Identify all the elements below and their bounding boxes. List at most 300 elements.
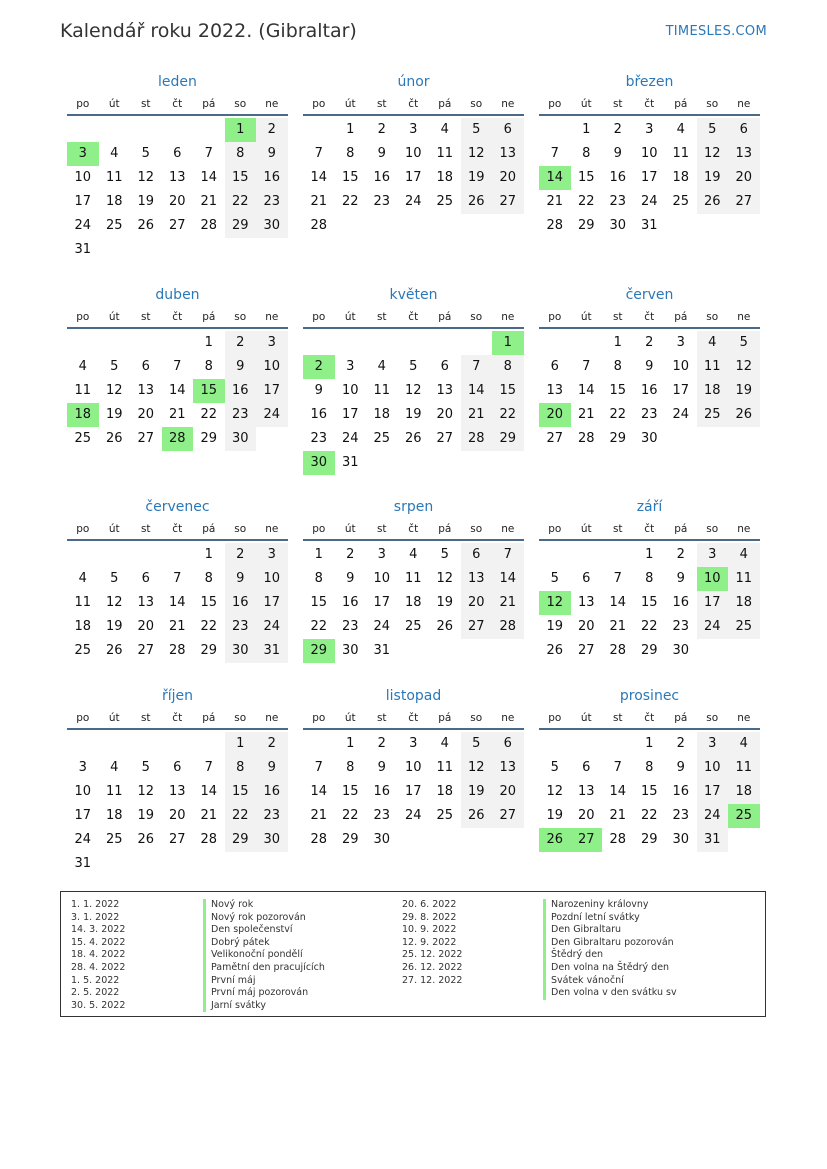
day-cell: 3: [697, 732, 729, 756]
day-cell: 16: [310, 407, 328, 422]
day-cell: 30: [341, 643, 359, 658]
weekday-label: pá: [438, 712, 452, 724]
day-cell: 20: [436, 407, 454, 422]
weekday-label: po: [312, 311, 326, 323]
day-cell: 27: [728, 190, 760, 214]
weekday-header: [67, 519, 288, 541]
month-block: [303, 72, 524, 238]
month-block: [303, 686, 524, 852]
day-cell: 11: [373, 383, 391, 398]
legend-date: 3. 1. 2022: [71, 911, 120, 923]
day-cell: 26: [697, 190, 729, 214]
empty-cell: [99, 331, 131, 355]
day-cell: 26: [436, 619, 454, 634]
day-cell: 31: [373, 643, 391, 658]
holiday-day-cell: 20: [539, 403, 571, 427]
day-cell: 19: [137, 808, 155, 823]
weekday-label: čt: [172, 311, 183, 323]
legend-holiday-name: Štědrý den: [543, 949, 677, 962]
weekday-label: pá: [674, 311, 688, 323]
weekday-header: [303, 307, 524, 329]
day-cell: 10: [640, 146, 658, 161]
day-cell: 24: [341, 431, 359, 446]
day-cell: 21: [168, 619, 186, 634]
day-cell: 27: [168, 218, 186, 233]
day-cell: 8: [613, 359, 622, 374]
day-cell: 18: [74, 619, 92, 634]
weekday-label: ne: [501, 523, 515, 535]
day-cell: 13: [137, 383, 155, 398]
day-cell: 1: [314, 547, 323, 562]
day-cell: 2: [377, 122, 386, 137]
weekday-header: [539, 94, 760, 116]
day-cell: 29: [640, 643, 658, 658]
day-cell: 6: [141, 359, 150, 374]
day-cell: 24: [256, 403, 288, 427]
day-cell: 8: [204, 571, 213, 586]
weekday-label: so: [706, 98, 719, 110]
day-cell: 11: [74, 383, 92, 398]
day-cell: 15: [609, 383, 627, 398]
day-cell: 23: [341, 619, 359, 634]
day-cell: 8: [346, 760, 355, 775]
legend-date: 14. 3. 2022: [71, 924, 126, 936]
legend-holiday-name: První máj: [203, 975, 325, 988]
empty-cell: [162, 732, 194, 756]
day-cell: 6: [582, 760, 591, 775]
weekday-label: po: [548, 712, 562, 724]
day-cell: 18: [697, 379, 729, 403]
weekday-label: pá: [202, 311, 216, 323]
weekday-label: st: [376, 98, 387, 110]
day-cell: 16: [609, 170, 627, 185]
day-cell: 22: [492, 403, 524, 427]
day-cell: 19: [105, 407, 123, 422]
day-cell: 2: [225, 543, 257, 567]
weekday-label: čt: [644, 523, 655, 535]
day-cell: 14: [200, 170, 218, 185]
day-cell: 27: [492, 190, 524, 214]
empty-cell: [539, 118, 571, 142]
day-cell: 28: [461, 427, 493, 451]
day-cell: 13: [168, 170, 186, 185]
weekday-label: pá: [674, 98, 688, 110]
day-cell: 7: [613, 571, 622, 586]
day-cell: 3: [256, 543, 288, 567]
weekday-label: út: [580, 712, 592, 724]
day-cell: 6: [141, 571, 150, 586]
month-block: [67, 497, 288, 663]
legend-holiday-name: Den volna v den svátku sv: [543, 987, 677, 1000]
empty-cell: [303, 331, 335, 355]
day-cell: 28: [609, 832, 627, 847]
day-cell: 10: [256, 355, 288, 379]
weekday-label: ne: [737, 523, 751, 535]
day-cell: 19: [546, 808, 564, 823]
day-cell: 18: [436, 170, 454, 185]
month-name: červenec: [145, 499, 210, 515]
day-cell: 17: [74, 808, 92, 823]
weekday-label: st: [140, 523, 151, 535]
day-cell: 26: [404, 431, 422, 446]
legend-date: 29. 8. 2022: [402, 911, 457, 923]
weekday-label: so: [706, 311, 719, 323]
day-cell: 28: [609, 643, 627, 658]
empty-cell: [461, 331, 493, 355]
month-name: srpen: [393, 499, 434, 515]
day-cell: 15: [341, 170, 359, 185]
weekday-header: [303, 94, 524, 116]
day-cell: 1: [645, 547, 654, 562]
legend-holiday-name: Den Gibraltaru: [543, 924, 677, 937]
weekday-header: [539, 519, 760, 541]
brand-link[interactable]: TIMESLES.COM: [665, 24, 767, 39]
day-cell: 10: [672, 359, 690, 374]
day-cell: 6: [728, 118, 760, 142]
empty-cell: [130, 543, 162, 567]
weekday-label: po: [76, 523, 90, 535]
day-cell: 13: [137, 595, 155, 610]
holiday-day-cell: 18: [67, 403, 99, 427]
month-block: [67, 285, 288, 451]
legend-date: 2. 5. 2022: [71, 987, 120, 999]
day-cell: 5: [550, 760, 559, 775]
holiday-day-cell: 26: [539, 828, 571, 852]
day-cell: 1: [204, 547, 213, 562]
day-cell: 12: [546, 784, 564, 799]
holiday-legend: [60, 891, 766, 1017]
day-cell: 23: [672, 808, 690, 823]
day-cell: 17: [373, 595, 391, 610]
weekday-label: čt: [644, 712, 655, 724]
legend-holiday-name: Nový rok pozorován: [203, 912, 325, 925]
day-grid: [539, 732, 760, 852]
day-cell: 14: [168, 595, 186, 610]
empty-cell: [130, 331, 162, 355]
day-cell: 10: [74, 784, 92, 799]
holiday-day-cell: 14: [539, 166, 571, 190]
month-block: [67, 72, 288, 262]
day-cell: 9: [225, 567, 257, 591]
day-cell: 3: [377, 547, 386, 562]
empty-cell: [67, 732, 99, 756]
day-cell: 26: [461, 804, 493, 828]
day-cell: 28: [200, 218, 218, 233]
day-cell: 21: [461, 403, 493, 427]
day-cell: 11: [436, 760, 454, 775]
day-cell: 9: [676, 760, 685, 775]
day-cell: 28: [200, 832, 218, 847]
day-cell: 4: [440, 122, 449, 137]
day-cell: 9: [645, 359, 654, 374]
weekday-label: st: [376, 523, 387, 535]
day-cell: 21: [546, 194, 564, 209]
day-cell: 11: [105, 784, 123, 799]
day-cell: 20: [137, 619, 155, 634]
page-title: Kalendář roku 2022. (Gibraltar): [60, 20, 357, 42]
day-cell: 12: [728, 355, 760, 379]
weekday-label: st: [612, 311, 623, 323]
day-cell: 29: [225, 828, 257, 852]
day-cell: 11: [436, 146, 454, 161]
day-cell: 13: [461, 567, 493, 591]
weekday-label: st: [140, 712, 151, 724]
day-cell: 24: [404, 808, 422, 823]
day-cell: 25: [697, 403, 729, 427]
day-cell: 4: [78, 359, 87, 374]
weekday-label: ne: [737, 98, 751, 110]
weekday-label: ne: [265, 712, 279, 724]
day-cell: 18: [672, 170, 690, 185]
legend-holiday-name: Den volna na Štědrý den: [543, 962, 677, 975]
holiday-day-cell: 27: [571, 828, 603, 852]
day-cell: 19: [105, 619, 123, 634]
day-cell: 22: [200, 619, 218, 634]
day-cell: 25: [728, 615, 760, 639]
day-cell: 1: [613, 335, 622, 350]
legend-holiday-name: Narozeniny královny: [543, 899, 677, 912]
day-cell: 23: [310, 431, 328, 446]
legend-date: 28. 4. 2022: [71, 961, 126, 973]
weekday-label: út: [580, 311, 592, 323]
day-cell: 26: [461, 190, 493, 214]
month-name: červen: [625, 287, 674, 303]
day-cell: 16: [640, 383, 658, 398]
day-cell: 5: [110, 571, 119, 586]
day-cell: 22: [640, 808, 658, 823]
day-cell: 21: [168, 407, 186, 422]
day-cell: 7: [492, 543, 524, 567]
day-grid: [303, 732, 524, 852]
day-cell: 15: [225, 780, 257, 804]
empty-cell: [366, 331, 398, 355]
day-cell: 11: [404, 571, 422, 586]
empty-cell: [335, 331, 367, 355]
weekday-label: st: [376, 712, 387, 724]
day-cell: 14: [168, 383, 186, 398]
month-block: [303, 497, 524, 663]
legend-holiday-name: Jarní svátky: [203, 1000, 325, 1013]
day-cell: 20: [492, 780, 524, 804]
empty-cell: [571, 331, 603, 355]
day-cell: 5: [110, 359, 119, 374]
holiday-day-cell: 28: [162, 427, 194, 451]
weekday-label: st: [140, 311, 151, 323]
day-cell: 16: [373, 170, 391, 185]
day-cell: 26: [546, 643, 564, 658]
day-cell: 28: [310, 218, 328, 233]
day-grid: [303, 543, 524, 663]
day-cell: 18: [373, 407, 391, 422]
day-cell: 11: [74, 595, 92, 610]
day-cell: 18: [105, 194, 123, 209]
day-cell: 7: [314, 760, 323, 775]
day-cell: 13: [546, 383, 564, 398]
day-cell: 7: [550, 146, 559, 161]
weekday-label: st: [140, 98, 151, 110]
day-cell: 15: [200, 595, 218, 610]
day-cell: 10: [256, 567, 288, 591]
weekday-label: út: [344, 311, 356, 323]
day-cell: 27: [137, 431, 155, 446]
day-cell: 2: [225, 331, 257, 355]
day-cell: 24: [697, 615, 729, 639]
legend-names-right: [543, 899, 677, 1000]
weekday-label: ne: [265, 311, 279, 323]
month-name: prosinec: [619, 688, 680, 704]
day-cell: 27: [492, 804, 524, 828]
day-cell: 19: [728, 379, 760, 403]
weekday-header: [303, 708, 524, 730]
weekday-label: so: [470, 98, 483, 110]
legend-date: 1. 5. 2022: [71, 974, 120, 986]
day-cell: 20: [492, 166, 524, 190]
weekday-label: út: [344, 98, 356, 110]
legend-dates-right: [402, 899, 462, 1000]
day-cell: 12: [137, 784, 155, 799]
day-cell: 17: [697, 780, 729, 804]
empty-cell: [571, 732, 603, 756]
day-cell: 16: [225, 591, 257, 615]
day-cell: 1: [204, 335, 213, 350]
weekday-label: st: [612, 98, 623, 110]
day-cell: 29: [200, 643, 218, 658]
weekday-header: [539, 708, 760, 730]
weekday-label: po: [76, 311, 90, 323]
day-cell: 8: [314, 571, 323, 586]
legend-holiday-name: Pamětní den pracujících: [203, 962, 325, 975]
day-cell: 5: [728, 331, 760, 355]
legend-date: 27. 12. 2022: [402, 974, 463, 986]
weekday-label: so: [234, 98, 247, 110]
day-cell: 2: [346, 547, 355, 562]
day-cell: 17: [256, 379, 288, 403]
weekday-label: st: [612, 523, 623, 535]
holiday-day-cell: 1: [492, 331, 524, 355]
day-cell: 3: [409, 122, 418, 137]
day-cell: 3: [676, 335, 685, 350]
day-cell: 17: [404, 784, 422, 799]
day-cell: 14: [310, 784, 328, 799]
weekday-label: ne: [265, 523, 279, 535]
day-cell: 10: [404, 760, 422, 775]
day-cell: 24: [404, 194, 422, 209]
month-name: únor: [397, 74, 430, 90]
day-cell: 16: [256, 780, 288, 804]
day-cell: 19: [436, 595, 454, 610]
day-cell: 27: [436, 431, 454, 446]
day-cell: 11: [672, 146, 690, 161]
legend-date: [402, 987, 462, 1000]
day-cell: 24: [256, 615, 288, 639]
weekday-label: út: [108, 712, 120, 724]
day-cell: 7: [204, 760, 213, 775]
weekday-label: pá: [438, 98, 452, 110]
weekday-label: ne: [737, 311, 751, 323]
weekday-label: st: [612, 712, 623, 724]
day-grid: [539, 543, 760, 663]
day-cell: 30: [672, 643, 690, 658]
day-grid: [539, 118, 760, 238]
day-cell: 11: [728, 567, 760, 591]
day-cell: 13: [577, 784, 595, 799]
day-cell: 14: [461, 379, 493, 403]
day-cell: 15: [577, 170, 595, 185]
day-cell: 14: [492, 567, 524, 591]
day-cell: 21: [310, 808, 328, 823]
day-cell: 2: [676, 547, 685, 562]
empty-cell: [99, 118, 131, 142]
day-cell: 28: [546, 218, 564, 233]
day-cell: 6: [173, 760, 182, 775]
weekday-label: po: [76, 98, 90, 110]
day-grid: [67, 331, 288, 451]
day-cell: 24: [697, 804, 729, 828]
day-cell: 14: [609, 595, 627, 610]
empty-cell: [193, 732, 225, 756]
day-cell: 28: [577, 431, 595, 446]
day-grid: [67, 543, 288, 663]
holiday-day-cell: 1: [225, 118, 257, 142]
day-cell: 21: [310, 194, 328, 209]
holiday-day-cell: 10: [697, 567, 729, 591]
day-cell: 12: [461, 142, 493, 166]
day-cell: 26: [728, 403, 760, 427]
day-cell: 25: [373, 431, 391, 446]
day-cell: 6: [461, 543, 493, 567]
day-cell: 16: [256, 166, 288, 190]
day-cell: 7: [173, 571, 182, 586]
day-cell: 1: [346, 736, 355, 751]
day-cell: 9: [314, 383, 323, 398]
day-cell: 4: [409, 547, 418, 562]
legend-date: 25. 12. 2022: [402, 949, 463, 961]
day-cell: 13: [728, 142, 760, 166]
day-cell: 19: [461, 166, 493, 190]
day-cell: 2: [645, 335, 654, 350]
weekday-header: [67, 307, 288, 329]
day-cell: 8: [645, 571, 654, 586]
day-cell: 31: [697, 828, 729, 852]
weekday-label: po: [548, 523, 562, 535]
legend-holiday-name: Nový rok: [203, 899, 325, 912]
day-cell: 9: [346, 571, 355, 586]
day-cell: 18: [404, 595, 422, 610]
day-cell: 27: [137, 643, 155, 658]
day-cell: 30: [672, 832, 690, 847]
holiday-day-cell: 29: [303, 639, 335, 663]
weekday-label: so: [234, 311, 247, 323]
day-grid: [67, 732, 288, 876]
day-cell: 8: [225, 756, 257, 780]
weekday-label: ne: [265, 98, 279, 110]
month-block: [539, 285, 760, 451]
empty-cell: [99, 732, 131, 756]
day-cell: 6: [492, 118, 524, 142]
day-cell: 4: [728, 543, 760, 567]
holiday-day-cell: 15: [193, 379, 225, 403]
day-cell: 30: [609, 218, 627, 233]
day-cell: 4: [110, 760, 119, 775]
weekday-header: [67, 94, 288, 116]
day-cell: 20: [577, 808, 595, 823]
weekday-label: čt: [172, 98, 183, 110]
weekday-label: so: [234, 712, 247, 724]
weekday-label: so: [706, 712, 719, 724]
day-cell: 4: [377, 359, 386, 374]
day-cell: 22: [341, 194, 359, 209]
day-cell: 29: [640, 832, 658, 847]
